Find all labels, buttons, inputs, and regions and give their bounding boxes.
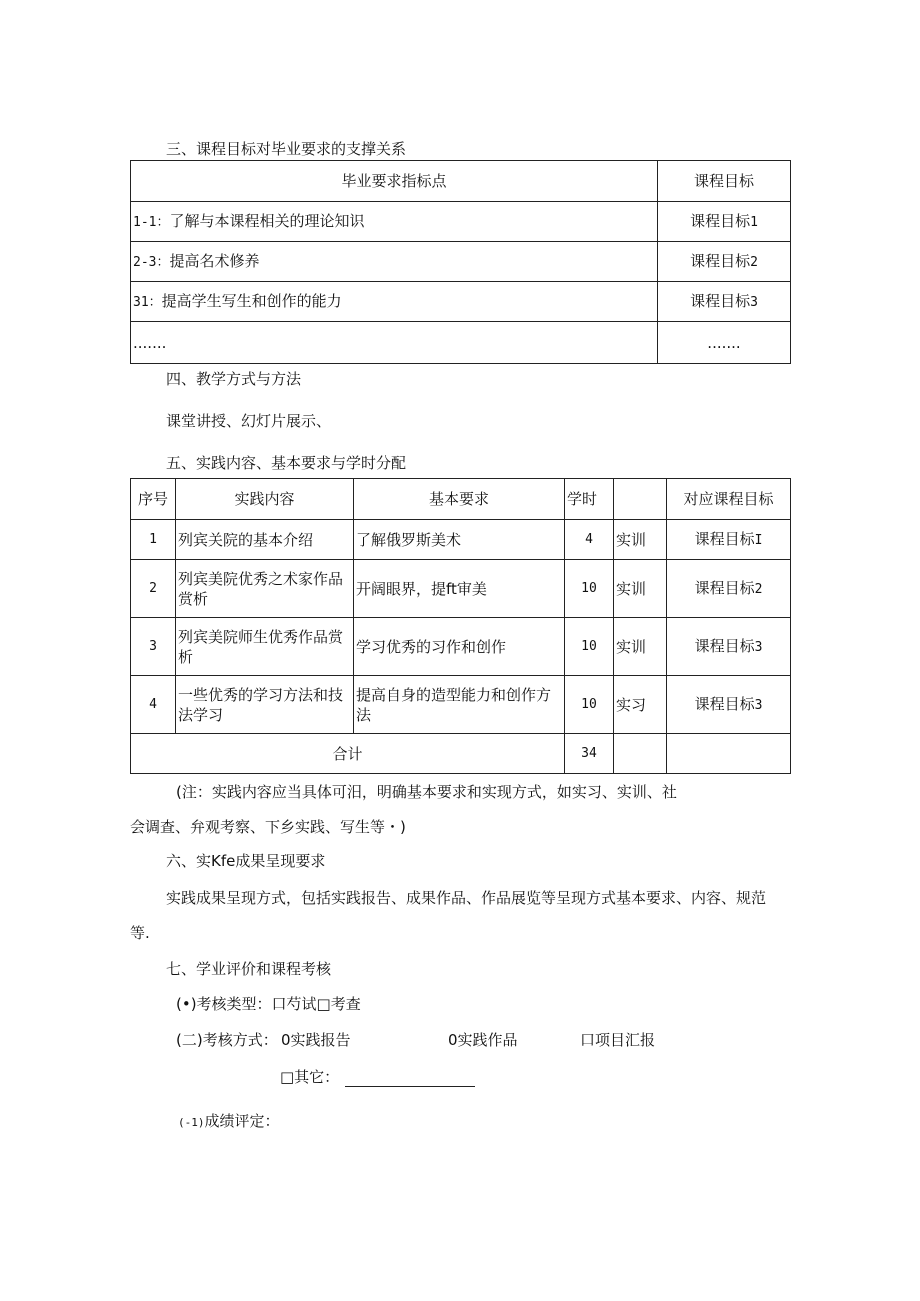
- goal-label: 课程目标: [690, 291, 751, 310]
- header-hours: 学时: [565, 479, 614, 520]
- row-goal-num: 3: [754, 639, 763, 655]
- option-other[interactable]: [280, 1066, 475, 1087]
- option-project-report[interactable]: 口项目汇报: [580, 1031, 656, 1049]
- row-requirement: 提高自身的造型能力和创作方法: [354, 676, 565, 734]
- section3-heading: 三、课程目标对毕业要求的支撑关系: [166, 140, 407, 158]
- total-hours: 34: [565, 734, 614, 774]
- row-content: 列宾关院的基本介绍: [176, 520, 354, 560]
- table-row: [131, 282, 791, 322]
- header-content: 实践内容: [176, 479, 354, 520]
- practice-note-line2: 会调查、弁观考察、下乡实践、写生等・): [130, 818, 406, 836]
- section6-body-line1: 实践成果呈现方式，包括实践报告、成果作品、作品展览等呈现方式基本要求、内容、规范: [166, 889, 767, 907]
- header-indicator: 毕业要求指标点: [131, 161, 658, 202]
- row-content: 列宾美院师生优秀作品赏析: [176, 618, 354, 676]
- indicator-code: 1-1：: [133, 214, 170, 230]
- goal-num: 1: [750, 214, 758, 230]
- practice-table: [130, 478, 791, 774]
- row-goal-num: I: [754, 532, 763, 548]
- section6-heading: 六、实Kfe成果呈现要求: [166, 852, 326, 870]
- row-goal-num: 3: [754, 697, 763, 713]
- goal-label: 课程目标: [690, 251, 751, 270]
- row-goal: 课程目标: [694, 529, 755, 548]
- indicator-code: 2-3：: [133, 254, 170, 270]
- header-no: 序号: [131, 479, 176, 520]
- row-no: 4: [131, 676, 176, 734]
- header-goal: 课程目标: [658, 161, 791, 202]
- indicator-code: 31：: [133, 294, 162, 310]
- total-row: [131, 734, 791, 774]
- row-requirement: 学习优秀的习作和创作: [354, 618, 565, 676]
- header-requirement: 基本要求: [354, 479, 565, 520]
- practice-note-line1: (注：实践内容应当具体可汨，明确基本要求和实现方式，如实习、实训、社: [176, 783, 677, 801]
- grade-code: (-1): [178, 1116, 205, 1129]
- row-no: 3: [131, 618, 176, 676]
- goal-num: 3: [750, 294, 758, 310]
- row-goal-num: 2: [754, 581, 763, 597]
- indicator-text: 提高学生写生和创作的能力: [161, 291, 342, 310]
- goal-support-table: [130, 160, 791, 364]
- table-row: [131, 202, 791, 242]
- section7-heading: 七、学业评价和课程考核: [166, 960, 332, 978]
- total-label: 合计: [131, 734, 565, 774]
- goal-label: .......: [707, 333, 741, 352]
- section4-heading: 四、教学方式与方法: [166, 370, 302, 388]
- grade-evaluation: [178, 1110, 280, 1131]
- table-row: [131, 618, 791, 676]
- indicator-text: 了解与本课程相关的理论知识: [169, 211, 365, 230]
- row-hours: 10: [565, 676, 614, 734]
- header-type: [614, 479, 667, 520]
- other-blank-line[interactable]: [345, 1072, 475, 1087]
- grade-label: 成绩评定：: [204, 1112, 280, 1130]
- table-row: [131, 520, 791, 560]
- row-content: 列宾美院优秀之术家作品赏析: [176, 560, 354, 618]
- row-type: 实习: [614, 676, 667, 734]
- exam-type: (•)考核类型：口芍试□考查: [176, 995, 361, 1013]
- section5-heading: 五、实践内容、基本要求与学时分配: [166, 454, 407, 472]
- row-no: 1: [131, 520, 176, 560]
- goal-label: 课程目标: [690, 211, 751, 230]
- option-practice-work[interactable]: 0实践作品: [448, 1031, 518, 1049]
- table-row: [131, 676, 791, 734]
- indicator-text: .......: [133, 333, 167, 352]
- row-type: 实训: [614, 520, 667, 560]
- section4-body: 课堂讲授、幻灯片展示、: [166, 412, 332, 430]
- exam-method-label: (二)考核方式：: [176, 1031, 278, 1049]
- table-row: [131, 242, 791, 282]
- row-goal: 课程目标: [694, 578, 755, 597]
- header-goal: 对应课程目标: [667, 479, 791, 520]
- row-goal: 课程目标: [694, 694, 755, 713]
- option-other-label: □其它：: [280, 1068, 340, 1086]
- row-requirement: 了解俄罗斯美术: [354, 520, 565, 560]
- row-content: 一些优秀的学习方法和技法学习: [176, 676, 354, 734]
- row-type: 实训: [614, 618, 667, 676]
- option-practice-report[interactable]: 0实践报告: [281, 1031, 351, 1049]
- row-no: 2: [131, 560, 176, 618]
- section6-body-line2: 等.: [130, 924, 150, 942]
- row-hours: 10: [565, 560, 614, 618]
- table-row: [131, 560, 791, 618]
- row-requirement: 开阔眼界，提ft审美: [354, 560, 565, 618]
- table-row: [131, 322, 791, 364]
- row-hours: 4: [565, 520, 614, 560]
- row-type: 实训: [614, 560, 667, 618]
- row-goal: 课程目标: [694, 636, 755, 655]
- row-hours: 10: [565, 618, 614, 676]
- goal-num: 2: [750, 254, 758, 270]
- indicator-text: 提高名术修养: [169, 251, 260, 270]
